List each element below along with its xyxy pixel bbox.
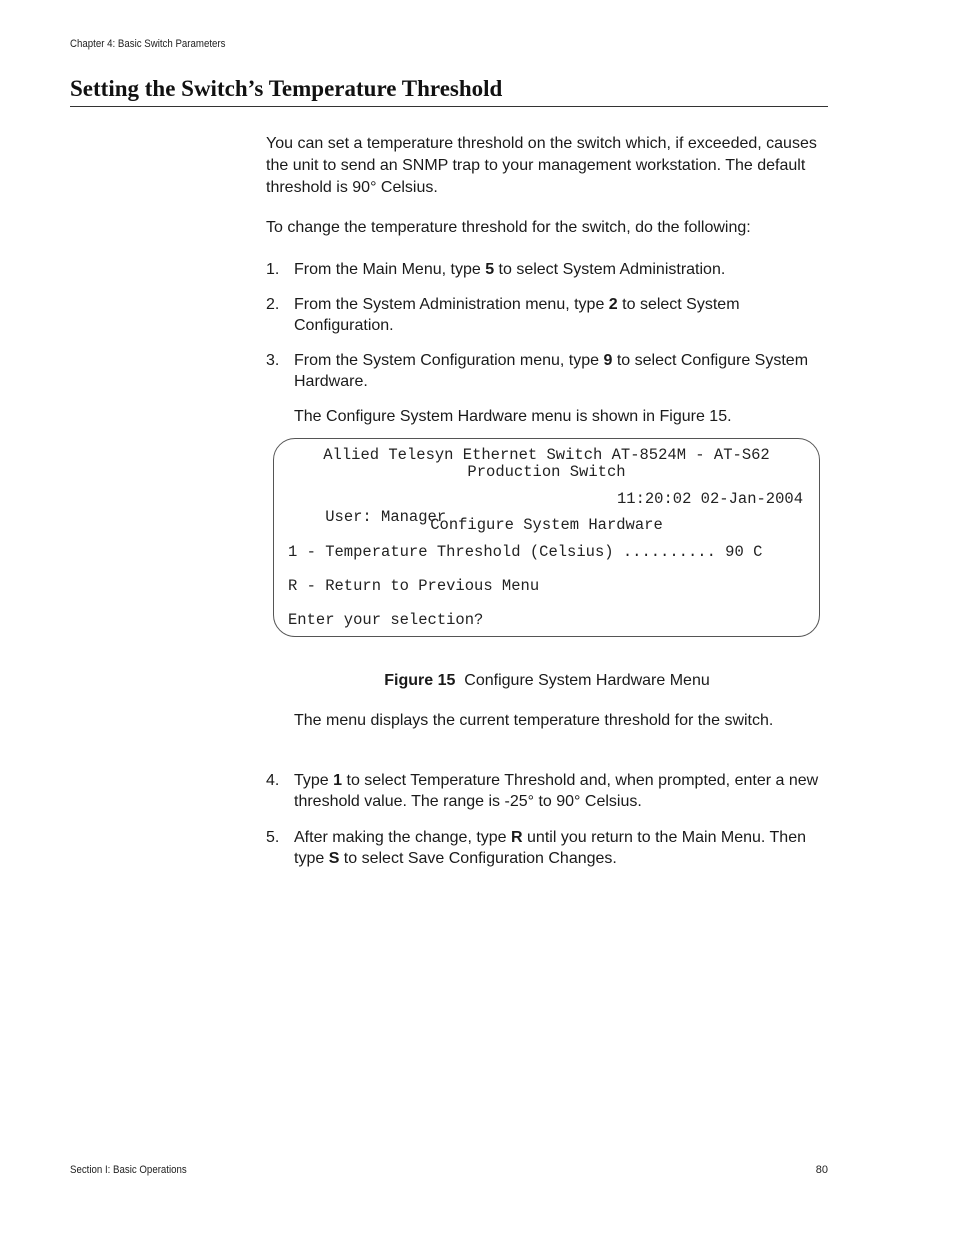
menu-option-temperature[interactable]: 1 - Temperature Threshold (Celsius) .......... 90 C — [288, 543, 763, 561]
key-5: 5 — [485, 261, 495, 278]
page-number: 80 — [815, 1164, 828, 1176]
terminal-screen — [273, 438, 820, 637]
key-2: 2 — [608, 296, 618, 313]
key-s: S — [328, 850, 340, 867]
step-number: 1. — [266, 261, 280, 278]
step-number: 2. — [266, 296, 280, 313]
terminal-title: Allied Telesyn Ethernet Switch AT-8524M - AT-S62 — [323, 446, 770, 464]
footer-section: Section I: Basic Operations — [70, 1164, 187, 1176]
key-1: 1 — [333, 772, 343, 789]
figure-reference: The Configure System Hardware menu is shown in Figure 15. — [294, 408, 732, 425]
after-figure-paragraph: The menu displays the current temperature threshold for the switch. — [294, 712, 774, 729]
menu-option-return[interactable]: R - Return to Previous Menu — [288, 577, 540, 595]
step-number: 5. — [266, 829, 280, 846]
terminal-menu-title: Configure System Hardware — [430, 516, 663, 534]
terminal-user: User: Manager — [325, 508, 447, 526]
terminal-subtitle: Production Switch — [467, 463, 626, 481]
intro-paragraph: You can set a temperature threshold on the switch which, if exceeded, causes the unit to send an SNMP trap to your management workstation. The default threshold is 90° Celsius. — [266, 135, 817, 196]
key-r: R — [511, 829, 523, 846]
instruction-paragraph: To change the temperature threshold for the switch, do the following: — [266, 219, 751, 236]
running-head: Chapter 4: Basic Switch Parameters — [70, 38, 226, 50]
step-number: 4. — [266, 772, 280, 789]
figure-label: Figure 15 — [384, 672, 456, 689]
section-title: Setting the Switch’s Temperature Threshold — [70, 76, 828, 107]
figure-title: Configure System Hardware Menu — [464, 672, 710, 689]
step-number: 3. — [266, 352, 280, 369]
figure-caption — [266, 671, 828, 691]
terminal-prompt: Enter your selection? — [288, 611, 484, 629]
key-9: 9 — [603, 352, 613, 369]
terminal-datetime: 11:20:02 02-Jan-2004 — [616, 490, 803, 508]
